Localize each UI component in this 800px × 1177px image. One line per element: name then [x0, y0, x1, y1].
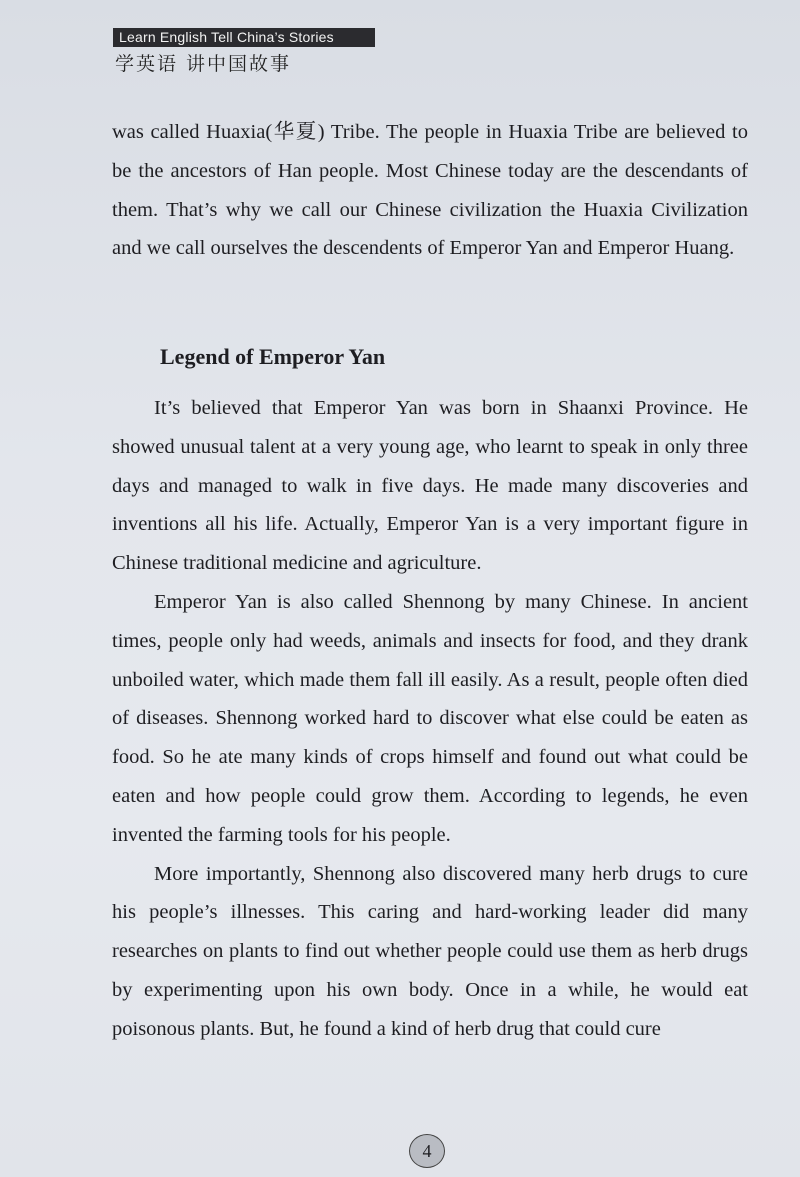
header-english-title: Learn English Tell China’s Stories	[113, 28, 375, 47]
running-header	[113, 28, 375, 76]
header-chinese-title: 学英语 讲中国故事	[115, 53, 292, 75]
body-paragraph: It’s believed that Emperor Yan was born in Shaanxi Province. He showed unusual talent at a very young age, who learnt to speak in only three days and managed to walk in five days. He made many discoveries and inventions all his life. Actually, Emperor Yan is a very important figure in Chinese traditional medicine and agriculture.	[112, 397, 748, 575]
body-text	[112, 389, 748, 1049]
intro-paragraph: was called Huaxia(华夏) Tribe. The people in Huaxia Tribe are believed to be the ancestors of Han people. Most Chinese today are the descendants of them. That’s why we call our Chinese civilization the Huaxia Civilization and we call ourselves the descendents of Emperor Yan and Emperor Huang.	[112, 121, 748, 260]
page-number: 4	[409, 1134, 445, 1168]
body-paragraph: More importantly, Shennong also discovered many herb drugs to cure his people’s illnesses. This caring and hard-working leader did many researches on plants to find out whether people could use them as herb drugs by experimenting upon his own body. Once in a while, he would eat poisonous plants. But, he found a kind of herb drug that could cure	[112, 862, 748, 1040]
intro-paragraph-block	[112, 113, 748, 268]
body-paragraph: Emperor Yan is also called Shennong by many Chinese. In ancient times, people only had weeds, animals and insects for food, and they drank unboiled water, which made them fall ill easily. As a result, people often died of diseases. Shennong worked hard to discover what else could be eaten as food. So he ate many kinds of crops himself and found out what could be eaten and how people could grow them. According to legends, he even invented the farming tools for his people.	[112, 590, 748, 846]
section-heading: Legend of Emperor Yan	[160, 344, 386, 369]
